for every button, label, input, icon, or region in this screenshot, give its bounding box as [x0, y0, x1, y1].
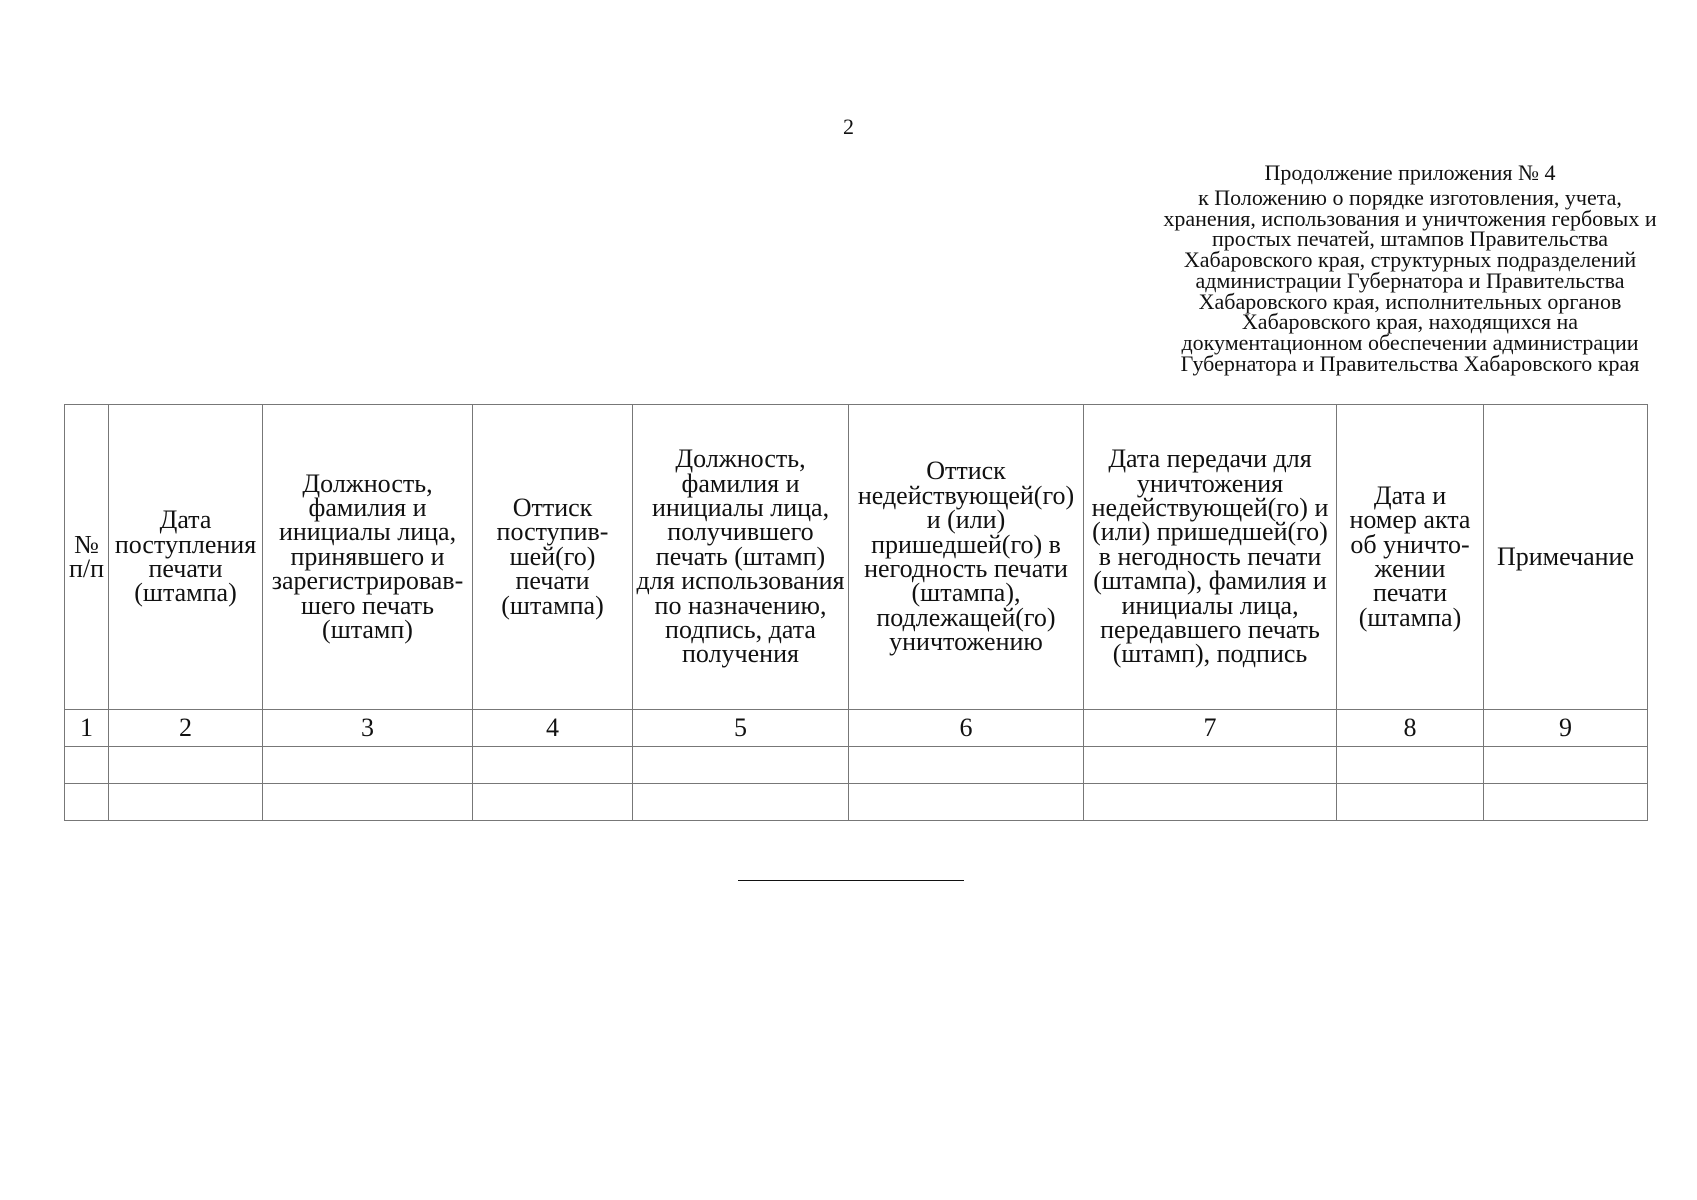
empty-cell: [1337, 784, 1484, 821]
empty-cell: [849, 784, 1084, 821]
header-cell-invalid-imprint: Оттиск недействующей(го) и (или) пришедшей(го) в негодность печати (штампа), подлежащей(го) уничтожению: [849, 405, 1084, 710]
empty-cell: [1484, 784, 1648, 821]
empty-cell: [473, 784, 633, 821]
appendix-continuation-label: Продолжение приложения № 4: [1264, 160, 1556, 185]
column-number: 3: [263, 710, 473, 747]
column-number: 8: [1337, 710, 1484, 747]
empty-cell: [633, 784, 849, 821]
column-number: 2: [109, 710, 263, 747]
empty-cell: [633, 747, 849, 784]
appendix-regulation-reference: к Положению о порядке изготовления, учета, хранения, использования и уничтожения гербовых и простых печатей, штампов Правительства Хабаровского края, структурных подразделений администрации Губернатора и Правительства Хабаровского края, исполнительных органов Хабаровского края, находящихся на документационном обеспечении администрации Губернатора и Правительства Хабаровского края: [1163, 185, 1657, 376]
header-cell-destruction-act: Дата и номер акта об уничто-жении печати (штампа): [1337, 405, 1484, 710]
header-cell-number: № п/п: [65, 405, 109, 710]
column-number: 6: [849, 710, 1084, 747]
table-header-row: [65, 405, 1648, 710]
header-cell-receipt-date: Дата поступления печати (штампа): [109, 405, 263, 710]
empty-cell: [109, 747, 263, 784]
empty-cell: [473, 747, 633, 784]
column-number: 7: [1084, 710, 1337, 747]
empty-cell: [263, 747, 473, 784]
column-number: 1: [65, 710, 109, 747]
empty-cell: [1084, 747, 1337, 784]
table-row: [65, 784, 1648, 821]
empty-cell: [65, 784, 109, 821]
empty-cell: [849, 747, 1084, 784]
header-cell-recipient: Должность, фамилия и инициалы лица, получившего печать (штамп) для использования по назначению, подпись, дата получения: [633, 405, 849, 710]
table-row: [65, 747, 1648, 784]
empty-cell: [263, 784, 473, 821]
seals-register-table: [64, 404, 1648, 821]
header-cell-registrar: Должность, фамилия и инициалы лица, принявшего и зарегистрировав-шего печать (штамп): [263, 405, 473, 710]
header-cell-received-imprint: Оттиск поступив-шей(го) печати (штампа): [473, 405, 633, 710]
column-number: 4: [473, 710, 633, 747]
appendix-caption: [1150, 160, 1670, 374]
empty-cell: [1084, 784, 1337, 821]
column-number: 5: [633, 710, 849, 747]
empty-cell: [1484, 747, 1648, 784]
empty-cell: [109, 784, 263, 821]
header-cell-destruction-transfer: Дата передачи для уничтожения недействующей(го) и (или) пришедшей(го) в негодность печати (штампа), фамилия и инициалы лица, передавшего печать (штамп), подпись: [1084, 405, 1337, 710]
empty-cell: [1337, 747, 1484, 784]
page-number: 2: [843, 114, 854, 139]
closing-separator-line: [738, 880, 964, 881]
column-number: 9: [1484, 710, 1648, 747]
column-number-row: [65, 710, 1648, 747]
empty-cell: [65, 747, 109, 784]
header-cell-note: Примечание: [1484, 405, 1648, 710]
